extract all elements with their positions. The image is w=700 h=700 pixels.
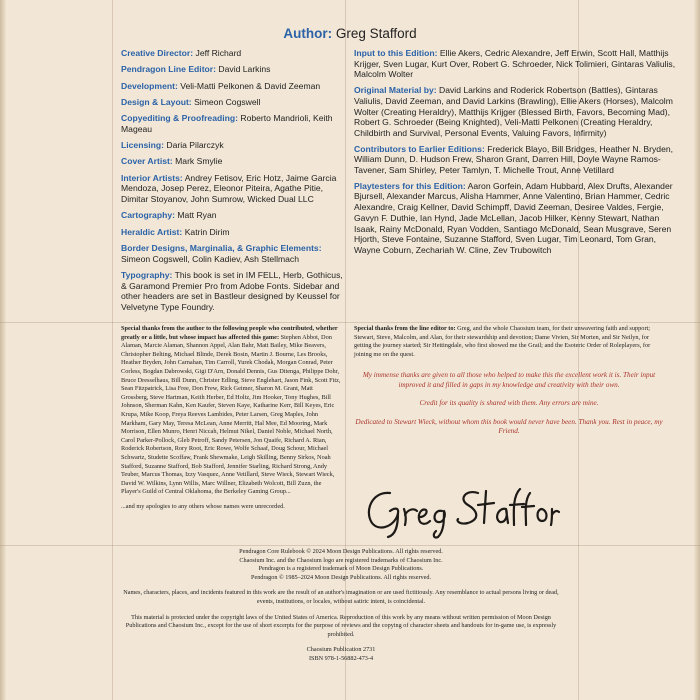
credit-names: Mark Smylie [175, 156, 223, 167]
credit-names: Simeon Cogswell [194, 96, 261, 107]
author-line [0, 26, 700, 41]
credit-entry [121, 97, 343, 108]
publication-number: Chaosium Publication 2731 [306, 646, 376, 654]
credit-names: Jeff Richard [195, 48, 242, 58]
credit-names: Ellie Akers, Cedric Alexandre, Jeff Erwin, Scott Hall, Matthijs Krijger, Sven Lugar, Kurt Over, Robert G. Schroeder, Nick Tolimieri, Gintaras Valiulis, Malcolm Wolter [354, 48, 676, 80]
credit-names: Daria Pilarczyk [166, 140, 224, 151]
line-editor-thanks [354, 325, 664, 446]
credit-heading: Border Designs, Marginalia, & Graphic Elements: [121, 243, 322, 254]
credit-names: Matt Ryan [177, 210, 217, 221]
credit-entry [121, 210, 343, 221]
credit-names: Veli-Matti Pelkonen & David Zeeman [180, 80, 321, 91]
credit-entry [121, 243, 343, 264]
legal-line: Chaosium Inc. and the Chaosium logo are registered trademarks of Chaosium Inc. [239, 556, 443, 564]
credit-entry [121, 64, 343, 75]
legal-paragraph: Names, characters, places, and incidents featured in this work are the result of an author's imagination or are used fictitiously. Any resemblance to actual persons living or dead, events, institutions, or locales, without satiric intent, is coincidental. [123, 589, 559, 605]
grid-line [0, 322, 700, 323]
credit-names: Roberto Mandrioli, Keith Mageau [121, 113, 333, 134]
credit-entry [121, 227, 343, 238]
credit-names: Simeon Cogswell, Colin Kadiev, Ash Stellmach [121, 253, 300, 264]
author-name: Greg Stafford [335, 26, 417, 41]
credit-entry [354, 85, 684, 139]
quote-paragraph: Credit for its quality is shared with them. Any errors are mine. [419, 399, 599, 408]
credits-left-column [121, 48, 343, 318]
credit-entry [354, 181, 684, 256]
credit-heading: Heraldic Artist: [121, 226, 183, 237]
credit-names: David Larkins and Roderick Robertson (Battles), Gintaras Valiulis, David Zeeman, and David Larkins (Brawling), Ellie Akers (Horses), Malcolm Wolter (Creating Heraldry), Matthijs Krijger (Blessed Birth, Favors, Becoming Mad), Robert G. Schroeder (Being Knighted), Veli-Matti Pelkonen (Creating Heraldry, Childbirth and Survival, Personal Events, Valuing Favors, Infirmity) [354, 85, 673, 138]
credit-names: This book is set in IM FELL, Herb, Gothicus, & Garamond Premier Pro from Adobe Fonts. Sidebar and other headers are set in Bastleur designed by Keussel for Velvetyne Type Foundry. [121, 270, 343, 313]
legal-line: Pendragon Core Rulebook © 2024 Moon Design Publications. All rights reserved. [239, 548, 443, 555]
author-label: Author: [283, 26, 333, 41]
legal-notice [121, 548, 561, 664]
credit-entry [121, 113, 343, 134]
credit-entry [121, 81, 343, 92]
credit-heading: Licensing: [121, 140, 164, 151]
credit-heading: Original Material by: [354, 85, 437, 96]
credit-names: Frederick Blayo, Bill Bridges, Heather N. Bryden, William Dunn, D. Hudson Frew, Sharon Grant, Darren Hill, Doyle Wayne Ramos-Tavener, Sam Shirley, Peter Tamlyn, T. Michelle Trout, Anne Vetillard [354, 143, 674, 176]
author-thanks [121, 325, 341, 511]
dedication-quote [354, 371, 664, 437]
credits-right-column [354, 48, 684, 261]
credit-heading: Pendragon Line Editor: [121, 64, 217, 75]
credit-names: Andrey Fetisov, Eric Hotz, Jaime Garcia Mendoza, Josep Perez, Eleonor Piteira, Agathe Pitie, Dimitar Stoyanov, John Sumrow, Wicked Dual LLC [121, 172, 337, 205]
credit-heading: Development: [121, 80, 178, 91]
grid-line [112, 0, 113, 700]
credit-entry [121, 140, 343, 151]
legal-line: Pendragon © 1985–2024 Moon Design Publications. All rights reserved. [251, 573, 431, 581]
credit-heading: Input to this Edition: [354, 48, 438, 58]
credit-entry [121, 173, 343, 205]
credit-heading: Creative Director: [121, 48, 194, 58]
page-edge-left [0, 0, 6, 700]
line-editor-thanks-text: Greg, and the whole Chaosium team, for their unwavering faith and support; Stewart, Steve, Malcolm, and Alan, for their stewardship and devotion; Dame Vivien, Sir Morten, and Sir Neilyn, for getting the journey started; Sir Hettingdale, who first showed me the Grail; and the Esoteric Order of Roleplayers, for joining me on the quest. [354, 325, 651, 358]
legal-paragraph: This material is protected under the copyright laws of the United States of America. Reproduction of this work by any means without written permission of Moon Design Publications and Chaosium Inc., except for the use of short excerpts for the purpose of reviews and the copying of character sheets and handouts for in-game use, is expressly prohibited. [125, 613, 557, 638]
credit-entry [354, 144, 684, 176]
credit-names: David Larkins [218, 64, 271, 75]
credits-columns [121, 48, 676, 318]
author-thanks-heading: Special thanks from the author to the following people who contributed, whether greatly or a little, but whose impact has affected this game: [121, 325, 338, 341]
credit-heading: Copyediting & Proofreading: [121, 113, 238, 124]
legal-line: Pendragon is a registered trademark of Moon Design Publications. [258, 565, 424, 573]
line-editor-thanks-heading: Special thanks from the line editor to: [354, 325, 456, 332]
credit-heading: Playtesters for this Edition: [354, 180, 466, 191]
credit-heading: Design & Layout: [121, 96, 192, 107]
credit-heading: Cover Artist: [121, 156, 173, 167]
credit-entry [354, 48, 684, 80]
isbn: ISBN 978-1-56882-473-4 [308, 654, 374, 662]
credit-heading: Contributors to Earlier Editions: [354, 143, 485, 154]
author-thanks-tail: ...and my apologies to any others whose names were unrecorded. [121, 502, 285, 510]
handwritten-signature [360, 475, 560, 540]
credit-heading: Cartography: [121, 210, 175, 221]
author-thanks-text: Stephen Abbot, Don Alaman, Marcie Alaman, Shannon Appel, Alan Bahr, Matt Bailey, Mike Beavers, Christopher Belting, Michael Blinde, Derek Bosin, Martin J. Bourne, Les Brooks, Heather Bryden, John Carnahan, Tim Carroll, Yurek Chodak, Morgan Conrad, Peter Corless, Bogdan Dabrowski, Gigi D'Arn, Donald Dennis, Gus Ditenga, Philippe Dohr, Bruce Dresselhaus, Bill Dunn, Christer Edling, Steve Englehart, Jason Fink, Scott Fitz, Sean Fitzpatrick, Lisa Free, Don Frew, Rick Geimer, Sharon M. Grant, Matt Grossberg, Steve Hartman, Keith Herber, Ed Holtz, Jim Hooker, Tony Hughes, Bill Johnson, Sherman Kahn, Ken Kaufer, Steven Kaye, Katharine Kerr, Bill Keyes, Eric Krupa, Mike Koop, Freya Reeves Lambides, Peter Larsen, Greg Maples, John Markham, Gary May, Teresa McLean, Anne Merritt, Hal Mee, Ed Mooring, Mark Morrison, Ellen Munro, Henri Niccah, Helmut Nikel, Daniel Noble, Michael North, Carol Parker-Pollock, Gleb Petroff, Sandy Petersen, Jon Quaife, Richard A. Rian, Roderick Robertson, Rory Root, Eric Rowe, Wolfe Schaaf, Doug Schour, Michael Schwartz, Studette Scoffaw, Frank Shewmake, Leigh Skilling, Benny Sirkos, Noah Stafford, Suzanne Stafford, Bob Stafford, Jennifer Starling, Richard Strong, Andy Teuber, Marcus Thomas, Izzy Vasquez, Anne Vetillard, Steve Wieck, Stewart Wieck, David W. Wilkins, Lynn Willis, Marc Willner, Elizabeth Wolcott, Bill Zuzn, the Player's Guild of Central Oklahoma, the Berkeley Gaming Group... [121, 333, 341, 496]
credit-entry [121, 48, 343, 59]
grid-line [0, 545, 700, 546]
quote-paragraph: My immense thanks are given to all those who helped to make this the excellent work it is. Their input improved it and filled in gaps in my knowledge and creativity with their own. [362, 371, 656, 389]
credit-heading: Interior Artists: [121, 172, 183, 183]
credit-heading: Typography: [121, 270, 173, 281]
credit-names: Katrin Dirim [184, 226, 230, 237]
credit-entry [121, 270, 343, 313]
credit-names: Aaron Gorfein, Adam Hubbard, Alex Drufts, Alexander Bjursell, Alexander Marcus, Alisha Hammer, Anne Valentino, Brian Hammer, Cedric Alexandre, Craig Kellner, David Schimpff, David Zeeman, Desiree Valdes, Fergie, Gavyn F. Duthie, Ian Hynd, Jade McLellan, Jacob Hilker, Kenny Stewart, Nathan Isaak, Rainy McDonald, Ryan Vodden, Santiago McDonald, Sean Musgrave, Seren Hjorth, Steve Fontaine, Suzanne Stafford, Sven Lugar, Tim Leonard, Tom Gran, Wayne Coburn, Zechariah W. Cline, Zev Trubowitch [354, 180, 673, 255]
credit-entry [121, 156, 343, 167]
page-edge-right [694, 0, 700, 700]
quote-paragraph: Dedicated to Stewart Wieck, without whom this book would never have been. Thank you. Rest in peace, my Friend. [355, 417, 663, 436]
